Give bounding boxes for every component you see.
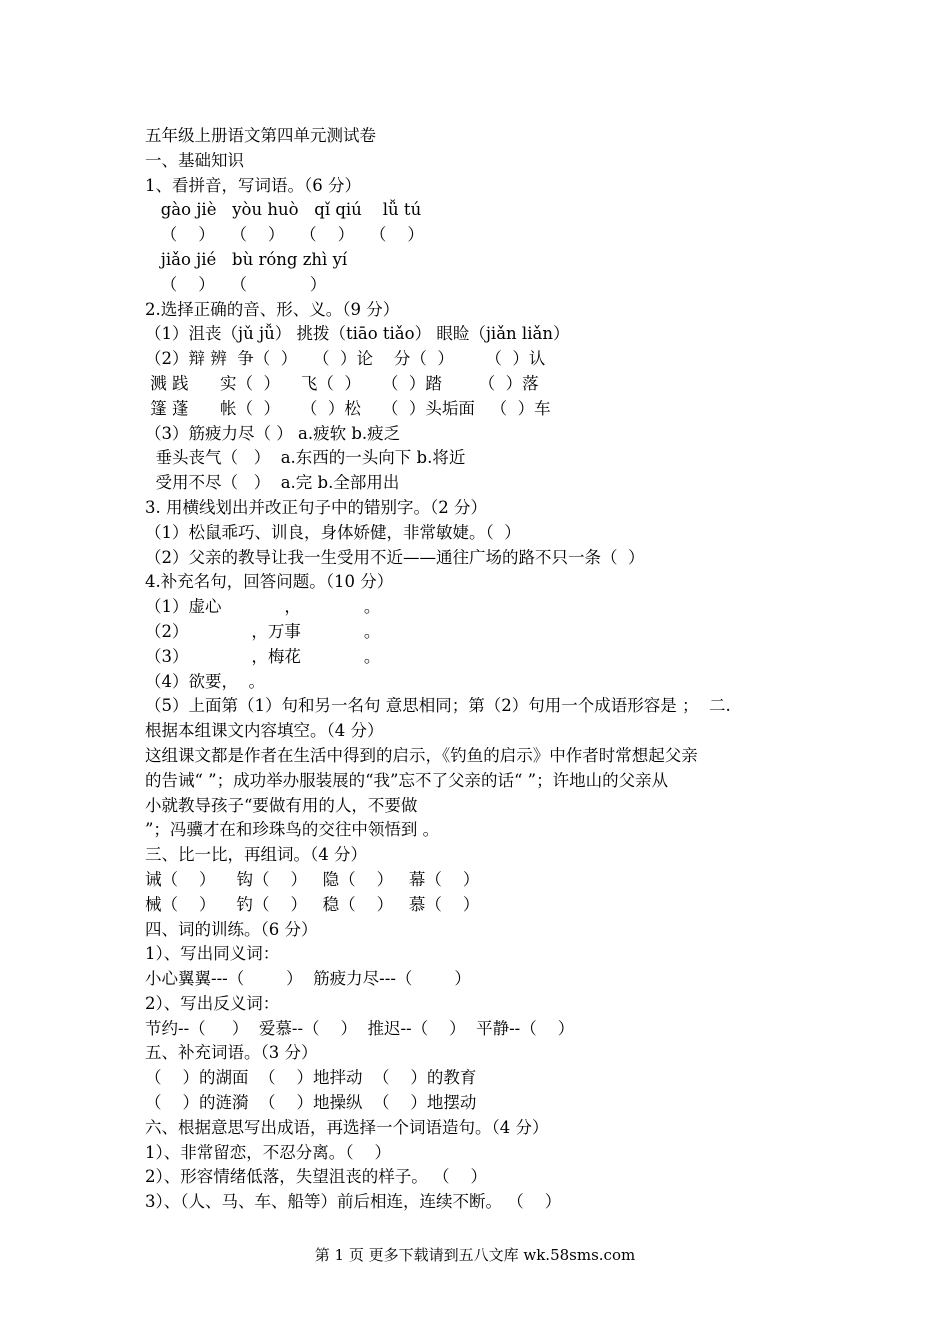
document-title: 五年级上册语文第四单元测试卷 bbox=[145, 126, 376, 145]
text-line: （2）父亲的教导让我一生受用不近——通往广场的路不只一条（ ） bbox=[145, 547, 645, 567]
text-line: 一、基础知识 bbox=[145, 150, 244, 170]
text-line: （ ） （ ） （ ） （ ） bbox=[145, 225, 424, 245]
text-line: （ ） （ ） bbox=[145, 274, 327, 294]
text-line: （1）沮丧（jǔ jǚ） 挑拨（tiāo tiǎo） 眼睑（jiǎn liǎn） bbox=[145, 324, 570, 344]
text-line: 垂头丧气（ ） a.东西的一头向下 b.将近 bbox=[145, 448, 466, 468]
text-line: 械（ ） 钓（ ） 稳（ ） 慕（ ） bbox=[145, 894, 480, 914]
text-line: 节约--（ ） 爱慕--（ ） 推迟--（ ） 平静--（ ） bbox=[145, 1018, 575, 1038]
text-line: 六、根据意思写出成语，再选择一个词语造句。（4 分） bbox=[145, 1117, 549, 1137]
text-line: （4）欲要， 。 bbox=[145, 671, 265, 691]
text-line: 4.补充名句，回答问题。（10 分） bbox=[145, 572, 394, 592]
text-line: 1、看拼音，写词语。（6 分） bbox=[145, 175, 361, 195]
text-line: 四、词的训练。（6 分） bbox=[145, 919, 318, 939]
text-line: （2）辩 辨 争（ ） （ ）论 分（ ） （ ）认 bbox=[145, 349, 546, 369]
text-line: 溅 践 实（ ） 飞（ ） （ ）踏 （ ）落 bbox=[145, 373, 539, 393]
text-line: 1）、写出同义词： bbox=[145, 944, 280, 964]
text-line: （1）虚心 ， 。 bbox=[145, 597, 381, 617]
text-line: （3） ，梅花 。 bbox=[145, 646, 381, 666]
text-line: （ ）的湖面 （ ）地拌动 （ ）的教育 bbox=[145, 1068, 477, 1088]
text-line: 3）、（人、马、车、船等）前后相连，连续不断。 （ ） bbox=[145, 1192, 562, 1212]
text-line: （5）上面第（1）句和另一名句 意思相同；第（2）句用一个成语形容是 ； 二. bbox=[145, 696, 731, 716]
text-line: 的告诫“ ”；成功举办服装展的“我”忘不了父亲的话“ ”；许地山的父亲从 bbox=[145, 770, 669, 790]
text-line: 3. 用横线划出并改正句子中的错别字。（2 分） bbox=[145, 497, 487, 517]
text-line: 小心翼翼---（ ） 筋疲力尽---（ ） bbox=[145, 969, 471, 989]
text-line: 受用不尽（ ） a.完 b.全部用出 bbox=[145, 473, 400, 493]
text-line: ”；冯骥才在和珍珠鸟的交往中领悟到 。 bbox=[145, 820, 440, 840]
text-line: 根据本组课文内容填空。（4 分） bbox=[145, 721, 384, 741]
text-line: 1）、非常留恋，不忍分离。（ ） bbox=[145, 1142, 391, 1162]
text-line: jiǎo jié bù róng zhì yí bbox=[145, 249, 348, 269]
text-line: （ ）的涟漪 （ ）地操纵 （ ）地摆动 bbox=[145, 1093, 477, 1113]
text-line: 2）、形容情绪低落，失望沮丧的样子。 （ ） bbox=[145, 1167, 487, 1187]
text-line: 2）、写出反义词： bbox=[145, 993, 280, 1013]
text-line: 篷 蓬 帐（ ） （ ）松 （ ）头垢面 （ ）车 bbox=[145, 398, 551, 418]
text-line: 三、比一比，再组词。（4 分） bbox=[145, 845, 367, 865]
text-line: （3）筋疲力尽（ ） a.疲软 b.疲乏 bbox=[145, 423, 401, 443]
text-line: 这组课文都是作者在生活中得到的启示，《钓鱼的启示》中作者时常想起父亲 bbox=[145, 745, 698, 765]
text-line: 2.选择正确的音、形、义。（9 分） bbox=[145, 299, 400, 319]
text-line: 小就教导孩子“要做有用的人，不要做 bbox=[145, 795, 418, 815]
text-line: （2） ，万事 。 bbox=[145, 621, 381, 641]
text-line: 诫（ ） 钩（ ） 隐（ ） 幕（ ） bbox=[145, 869, 480, 889]
text-line: 五、补充词语。（3 分） bbox=[145, 1043, 318, 1063]
page-footer: 第 1 页 更多下载请到五八文库 wk.58sms.com bbox=[314, 1246, 636, 1264]
text-line: （1）松鼠乖巧、训良，身体娇健，非常敏婕。（ ） bbox=[145, 522, 521, 542]
text-line: gào jiè yòu huò qǐ qiú lǚ tú bbox=[145, 200, 422, 220]
document-body bbox=[145, 124, 810, 1215]
